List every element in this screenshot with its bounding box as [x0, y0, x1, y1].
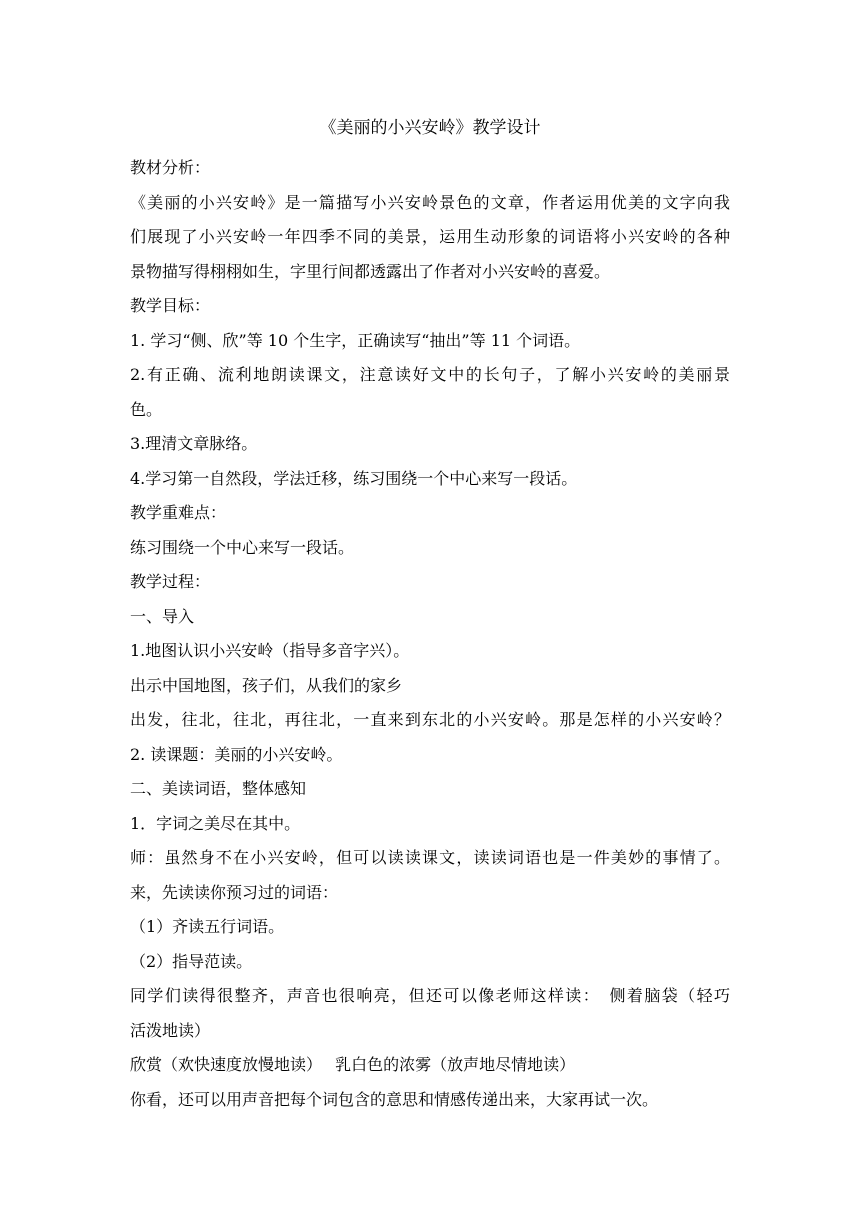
text-line: 教学重难点：	[130, 503, 227, 522]
text-line: 1.地图认识小兴安岭（指导多音字兴）。	[130, 641, 410, 660]
text-line: 出发，往北，往北，再往北，一直来到东北的小兴安岭。那是怎样的小兴安岭？	[130, 710, 730, 729]
text-line: 教学过程：	[130, 572, 211, 591]
document-body	[130, 151, 730, 1117]
text-line: 出示中国地图，孩子们，从我们的家乡	[130, 675, 403, 695]
text-line: 景物描写得栩栩如生，字里行间都透露出了作者对小兴安岭的喜爱。	[130, 261, 611, 281]
text-line: 师：虽然身不在小兴安岭，但可以读读课文，读读词语也是一件美妙的事情了。	[130, 848, 730, 867]
text-line: 来，先读读你预习过的词语：	[130, 882, 339, 902]
text-line: 色。	[130, 399, 163, 419]
text-line: 二、美读词语，整体感知	[130, 779, 307, 798]
text-line: 教材分析：	[130, 158, 211, 177]
text-line: 同学们读得很整齐，声音也很响亮，但还可以像老师这样读： 侧着脑袋（轻巧	[130, 986, 730, 1005]
text-line: 教学目标：	[130, 296, 211, 315]
text-line: 你看，还可以用声音把每个词包含的意思和情感传递出来，大家再试一次。	[130, 1089, 659, 1109]
text-line: 《美丽的小兴安岭》是一篇描写小兴安岭景色的文章，作者运用优美的文字向我	[130, 192, 730, 212]
text-line: （2）指导范读。	[130, 951, 253, 971]
text-line: 欣赏（欢快速度放慢地读） 乳白色的浓雾（放声地尽情地读）	[130, 1055, 576, 1074]
text-line: 2. 读课题：美丽的小兴安岭。	[130, 744, 343, 764]
text-line: 3.理清文章脉络。	[130, 434, 258, 453]
text-line: 练习围绕一个中心来写一段话。	[130, 537, 355, 557]
text-line: 2.有正确、流利地朗读课文，注意读好文中的长句子，了解小兴安岭的美丽景	[130, 365, 730, 384]
text-line: 活泼地读）	[130, 1020, 211, 1040]
document-title: 《美丽的小兴安岭》教学设计	[319, 118, 541, 138]
text-line: 1．字词之美尽在其中。	[130, 813, 301, 833]
text-line: 们展现了小兴安岭一年四季不同的美景，运用生动形象的词语将小兴安岭的各种	[130, 227, 730, 246]
text-line: 一、导入	[130, 606, 195, 626]
text-line: 4.学习第一自然段，学法迁移，练习围绕一个中心来写一段话。	[130, 468, 578, 488]
text-line: （1）齐读五行词语。	[130, 917, 285, 936]
text-line: 1. 学习“侧、欣”等 10 个生字，正确读写“抽出”等 11 个词语。	[130, 330, 581, 350]
